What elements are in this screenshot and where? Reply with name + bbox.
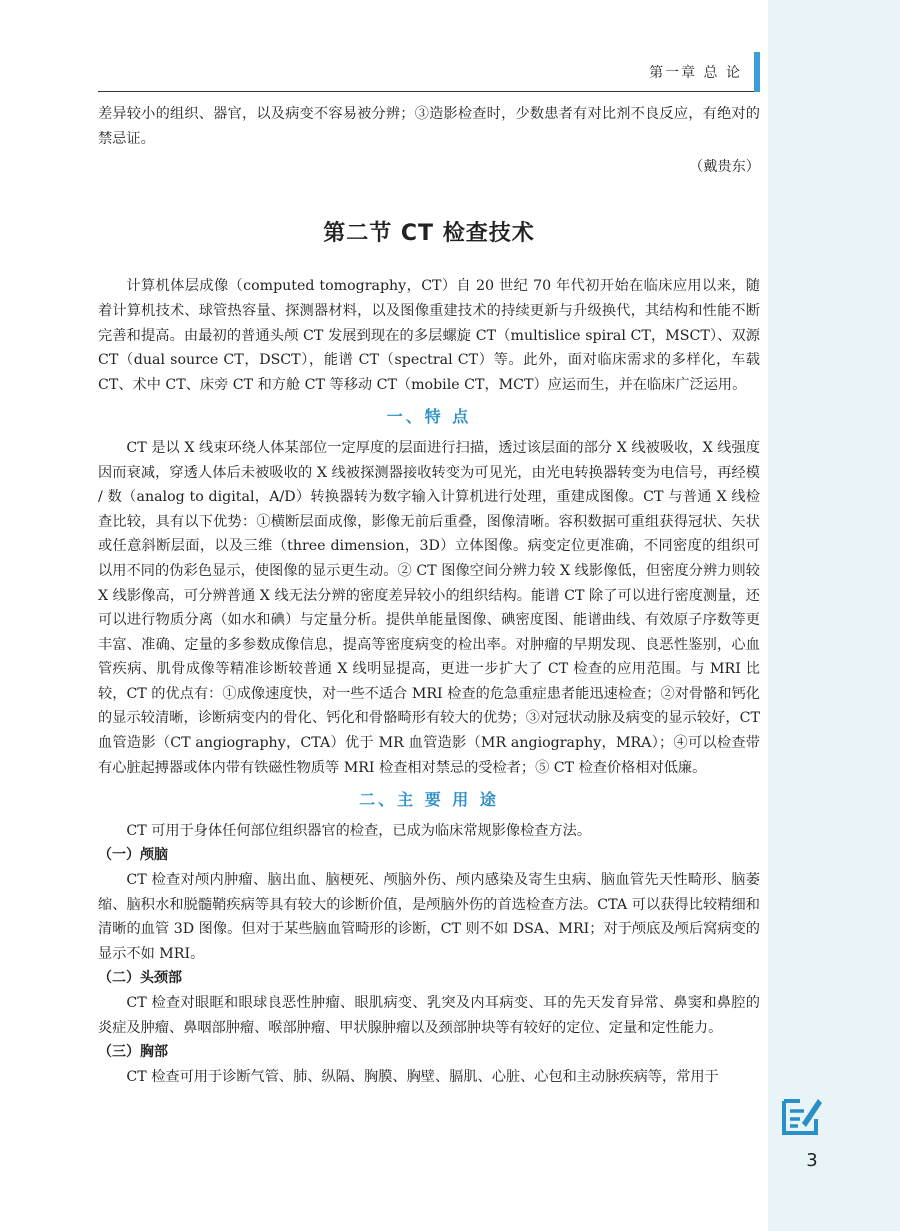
page-number: 3 (806, 1150, 818, 1171)
intro-paragraph: 差异较小的组织、器官，以及病变不容易被分辨；③造影检查时，少数患者有对比剂不良反应，有绝对的禁忌证。 (98, 106, 760, 147)
page-header (0, 52, 760, 92)
section-intro: 计算机体层成像（computed tomography，CT）自 20 世纪 70 年代初开始在临床应用以来，随着计算机技术、球管热容量、探测器材料，以及图像重建技术的持续更新与升级换代，其结构和性能不断完善和提高。由最初的普通头颅 CT 发展到现在的多层螺旋 CT（multislice spiral CT，MSCT）、双源 CT（dual source CT，DSCT），能谱 CT（spectral CT）等。此外，面对临床需求的多样化，车载 CT、术中 CT、床旁 CT 和方舱 CT 等移动 CT（mobile CT，MCT）应运而生，并在临床广泛运用。 (98, 278, 760, 393)
chapter-title: 第一章 总 论 (649, 65, 742, 81)
uses-intro: CT 可用于身体任何部位组织器官的检查，已成为临床常规影像检查方法。 (126, 822, 592, 839)
section-title: 第二节 CT 检查技术 (323, 220, 535, 246)
subsection-title-chest: （三）胸部 (98, 1044, 168, 1061)
features-heading: 一、特 点 (386, 407, 472, 427)
subsection-text-brain: CT 检查对颅内肿瘤、脑出血、脑梗死、颅脑外伤、颅内感染及寄生虫病、脑血管先天性畸形、脑萎缩、脑积水和脱髓鞘疾病等具有较大的诊断价值，是颅脑外伤的首选检查方法。CTA 可以获得比较精细和清晰的血管 3D 图像。但对于某些脑血管畸形的诊断，CT 则不如 DSA、MRI；对于颅底及颅后窝病变的显示不如 MRI。 (98, 872, 760, 962)
subsection-title-head-neck: （二）头颈部 (98, 970, 182, 987)
features-paragraph: CT 是以 X 线束环绕人体某部位一定厚度的层面进行扫描，透过该层面的部分 X 线被吸收，X 线强度因而衰减，穿透人体后未被吸收的 X 线被探测器接收转变为可见光，由光电转换器转变为电信号，再经模 / 数（analog to digital，A/D）转换器转为数字输入计算机进行处理，重建成图像。CT 与普通 X 线检查比较，具有以下优势：①横断层面成像，影像无前后重叠，图像清晰。容积数据可重组获得冠状、矢状或任意斜断层面，以及三维（three dimension，3D）立体图像。病变定位更准确，不同密度的组织可以用不同的伪彩色显示，使图像的显示更生动。② CT 图像空间分辨力较 X 线影像低，但密度分辨力则较 X 线影像高，可分辨普通 X 线无法分辨的密度差异较小的组织结构。能谱 CT 除了可以进行密度测量，还可以进行物质分离（如水和碘）与定量分析。提供单能量图像、碘密度图、能谱曲线、有效原子序数等更丰富、准确、定量的多参数成像信息，提高等密度病变的检出率。对肿瘤的早期发现、良恶性鉴别，心血管疾病、肌骨成像等精准诊断较普通 X 线明显提高，更进一步扩大了 CT 检查的应用范围。与 MRI 比较，CT 的优点有：①成像速度快，对一些不适合 MRI 检查的危急重症患者能迅速检查；②对骨骼和钙化的显示较清晰，诊断病变内的骨化、钙化和骨骼畸形有较大的优势；③对冠状动脉及病变的显示较好，CT 血管造影（CT angiography，CTA）优于 MR 血管造影（MR angiography，MRA）；④可以检查带有心脏起搏器或体内带有铁磁性物质等 MRI 检查相对禁忌的受检者；⑤ CT 检查价格相对低廉。 (98, 439, 760, 776)
subsection-text-head-neck: CT 检查对眼眶和眼球良恶性肿瘤、眼肌病变、乳突及内耳病变、耳的先天发育异常、鼻窦和鼻腔的炎症及肿瘤、鼻咽部肿瘤、喉部肿瘤、甲状腺肿瘤以及颈部肿块等有较好的定位、定量和定性能力。 (98, 995, 760, 1036)
author-credit: （戴贵东） (689, 159, 760, 176)
uses-heading: 二、主 要 用 途 (359, 790, 499, 810)
header-rule (98, 91, 760, 92)
subsection-title-brain: （一）颅脑 (98, 847, 168, 864)
side-strip (768, 0, 900, 1231)
page-body (98, 102, 760, 1089)
header-accent-bar (754, 52, 760, 92)
note-edit-icon (780, 1093, 824, 1137)
subsection-text-chest: CT 检查可用于诊断气管、肺、纵隔、胸膜、胸壁、膈肌、心脏、心包和主动脉疾病等，常用于 (126, 1068, 719, 1085)
